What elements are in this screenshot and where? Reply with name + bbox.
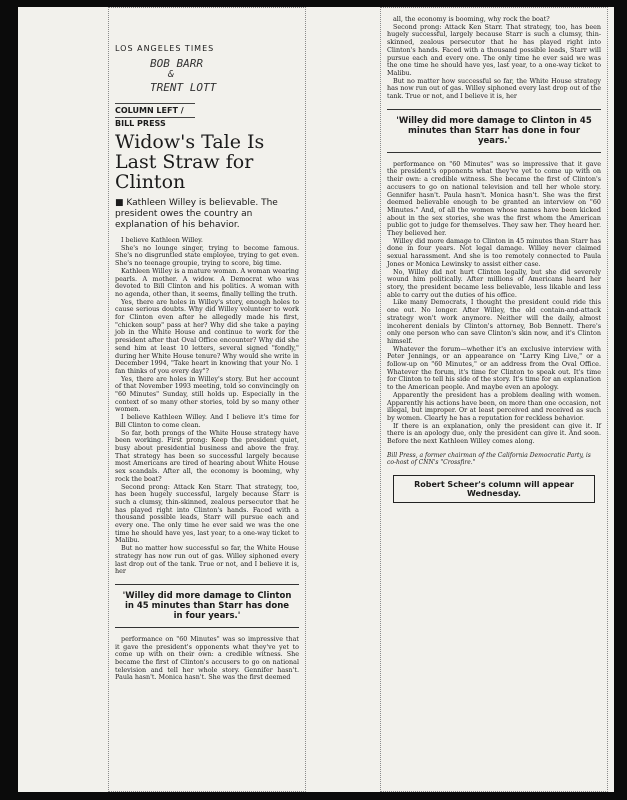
- publication-header: LOS ANGELES TIMES: [115, 44, 215, 53]
- right-body: [387, 161, 601, 446]
- left-tail-body: [115, 636, 299, 682]
- newspaper-clipping: [18, 7, 614, 792]
- paragraph: Yes, there are holes in Willey's story. But her account of that November 1993 meeting, told so convincingly on "60 Minutes" Sunday, still holds up. Especially in the context of so many other stories, told by so many other women.: [115, 374, 299, 414]
- headline: Widow's Tale Is Last Straw for Clinton: [115, 131, 265, 193]
- paragraph: performance on "60 Minutes" was so impressive that it gave the president's opponents what they've yet to come up with on their own: a credible witness. She became the first of Clinton's accusers to go on national television and tell her whole story. Gennifer hasn't. Paula hasn't. Monica hasn't. She was the first deemed: [115, 634, 299, 682]
- paragraph: I believe Kathleen Willey. And I believe it's time for Bill Clinton to come clean.: [115, 413, 299, 429]
- handwritten-note-line2: &: [168, 69, 175, 80]
- paragraph: Yes, there are holes in Willey's story, enough holes to cause serious doubts. Why did Willey volunteer to work for Clinton even after he allegedly made his first, "chicken soup" pass at her? Why did she take a paying job in the White House and continue to work for the president after that Oval Office encounter? Why did she send him at least 10 letters, several signed "fondly," during her White House tenure? Why would she write in December 1994, "Take heart in knowing that your No. 1 fan thinks of you every day"?: [115, 297, 299, 375]
- pull-quote-repeat: 'Willey did more damage to Clinton in 45 minutes than Starr has done in four years.': [387, 109, 601, 153]
- paragraph: Whatever the forum—whether it's an exclusive interview with Peter Jennings, or an appearance on "Larry King Live," or a follow-up on "60 Minutes," or an address from the Oval Office. Whatever the forum, it's time for Clinton to speak out. It's time for Clinton to tell his side of the story. It's time for an explanation to the American people. And maybe even an apology.: [387, 344, 601, 392]
- paragraph: No, Willey did not hurt Clinton legally, but she did severely wound him politically. After millions of Americans heard her story, the president became less believable, less likable and less able to carry out the duties of his office.: [387, 267, 601, 299]
- handwritten-note-line1: BOB BARR: [150, 57, 203, 70]
- paragraph: Kathleen Willey is a mature woman. A woman wearing pearls. A mother. A widow. A Democrat who was devoted to Bill Clinton and his politics. A woman with no agenda, other than, it seems, finally telling the truth.: [115, 266, 299, 298]
- paragraph: Like many Democrats, I thought the president could ride this one out. No longer. After Willey, the old contain-and-attack strategy won't work anymore. Neither will the daily, almost incoherent denials by Clinton's attorney, Bob Bennett. There's only one person who can save Clinton's skin now, and it's Clinton himself.: [387, 298, 601, 345]
- author-bio: Bill Press, a former chairman of the California Democratic Party, is co-host of CNN's "Crossfire.": [387, 451, 591, 467]
- paragraph: So far, both prongs of the White House strategy have been working. First prong: Keep the president quiet, busy about presidential business and above the fray. That strategy has been so successful largely because most Americans are tired of hearing about White House sex scandals. After all, the economy is booming, why rock the boat?: [115, 428, 299, 483]
- column-label: COLUMN LEFT /: [115, 103, 195, 115]
- paragraph: But no matter how successful so far, the White House strategy has now run out of gas. Willey siphoned every last drop out of the tank. True or not, and I believe it is, her: [387, 76, 601, 101]
- right-top-body: [387, 16, 601, 101]
- left-body: [115, 237, 299, 576]
- left-column: [108, 7, 306, 792]
- paragraph: Second prong: Attack Ken Starr. That strategy, too, has been hugely successful, largely because Starr is such a clumsy, thin-skinned, zealous persecutor that he has played right into Clinton's hands. Faced with a thousand possible leads, Starr will pursue each and every one. The only time he ever said we was the one time he should have yes, last year, to a one-way ticket to Malibu.: [387, 22, 601, 77]
- paragraph: Second prong: Attack Ken Starr. That strategy, too, has been hugely successful, largely because Starr is such a clumsy, thin-skinned, zealous persecutor that he has played right into Clinton's hands. Faced with a thousand possible leads, Starr will pursue each and every one. The only time he ever said we was the one time he should have yes, last year, to a one-way ticket to Malibu.: [115, 482, 299, 545]
- deck: ■ Kathleen Willey is believable. The president owes the country an explanation of his behavior.: [115, 198, 278, 230]
- paragraph: Willey did more damage to Clinton in 45 minutes than Starr has done in four years. Not legal damage. Willey never claimed sexual harassment. And she is too remotely connected to Paula Jones or Monica Lewinsky to assist either case.: [387, 236, 601, 268]
- paragraph: all, the economy is booming, why rock the boat?: [393, 15, 550, 23]
- pull-quote: 'Willey did more damage to Clinton in 45 minutes than Starr has done in four years.': [115, 584, 299, 628]
- byline: BILL PRESS: [115, 117, 195, 128]
- paragraph: Apparently the president has a problem dealing with women. Apparently his actions have been, on more than one occasion, not illegal, but improper. Or at least perceived and received as such by women. Clearly he has a reputation for reckless behavior.: [387, 390, 601, 422]
- paragraph: If there is an explanation, only the president can give it. If there is an apology due, only the president can give it. And soon. Before the next Kathleen Willey comes along.: [387, 421, 601, 446]
- paragraph: performance on "60 Minutes" was so impressive that it gave the president's opponents what they've yet to come up with on their own: a credible witness. She became the first of Clinton's accusers to go on national television and tell her whole story. Gennifer hasn't. Paula hasn't. Monica hasn't. She was the first deemed believable enough to be granted an interview on "60 Minutes." And, of all the women whose names have been kicked about in the sex stories, she was the first whom the American public got to judge for themselves. They saw her. They heard her. They believed her.: [387, 159, 601, 238]
- right-column: [380, 7, 608, 792]
- paragraph: She's no lounge singer, trying to become famous. She's no disgruntled state employee, trying to get even. She's no teenage groupie, trying to score, big time.: [115, 243, 299, 268]
- paragraph: But no matter how successful so far, the White House strategy has now run out of gas. Willey siphoned every last drop out of the tank. True or not, and I believe it is, her: [115, 544, 299, 576]
- paragraph: I believe Kathleen Willey.: [121, 236, 203, 244]
- handwritten-note-line3: TRENT LOTT: [150, 81, 217, 94]
- column-notice-box: Robert Scheer's column will appear Wednesday.: [393, 475, 595, 503]
